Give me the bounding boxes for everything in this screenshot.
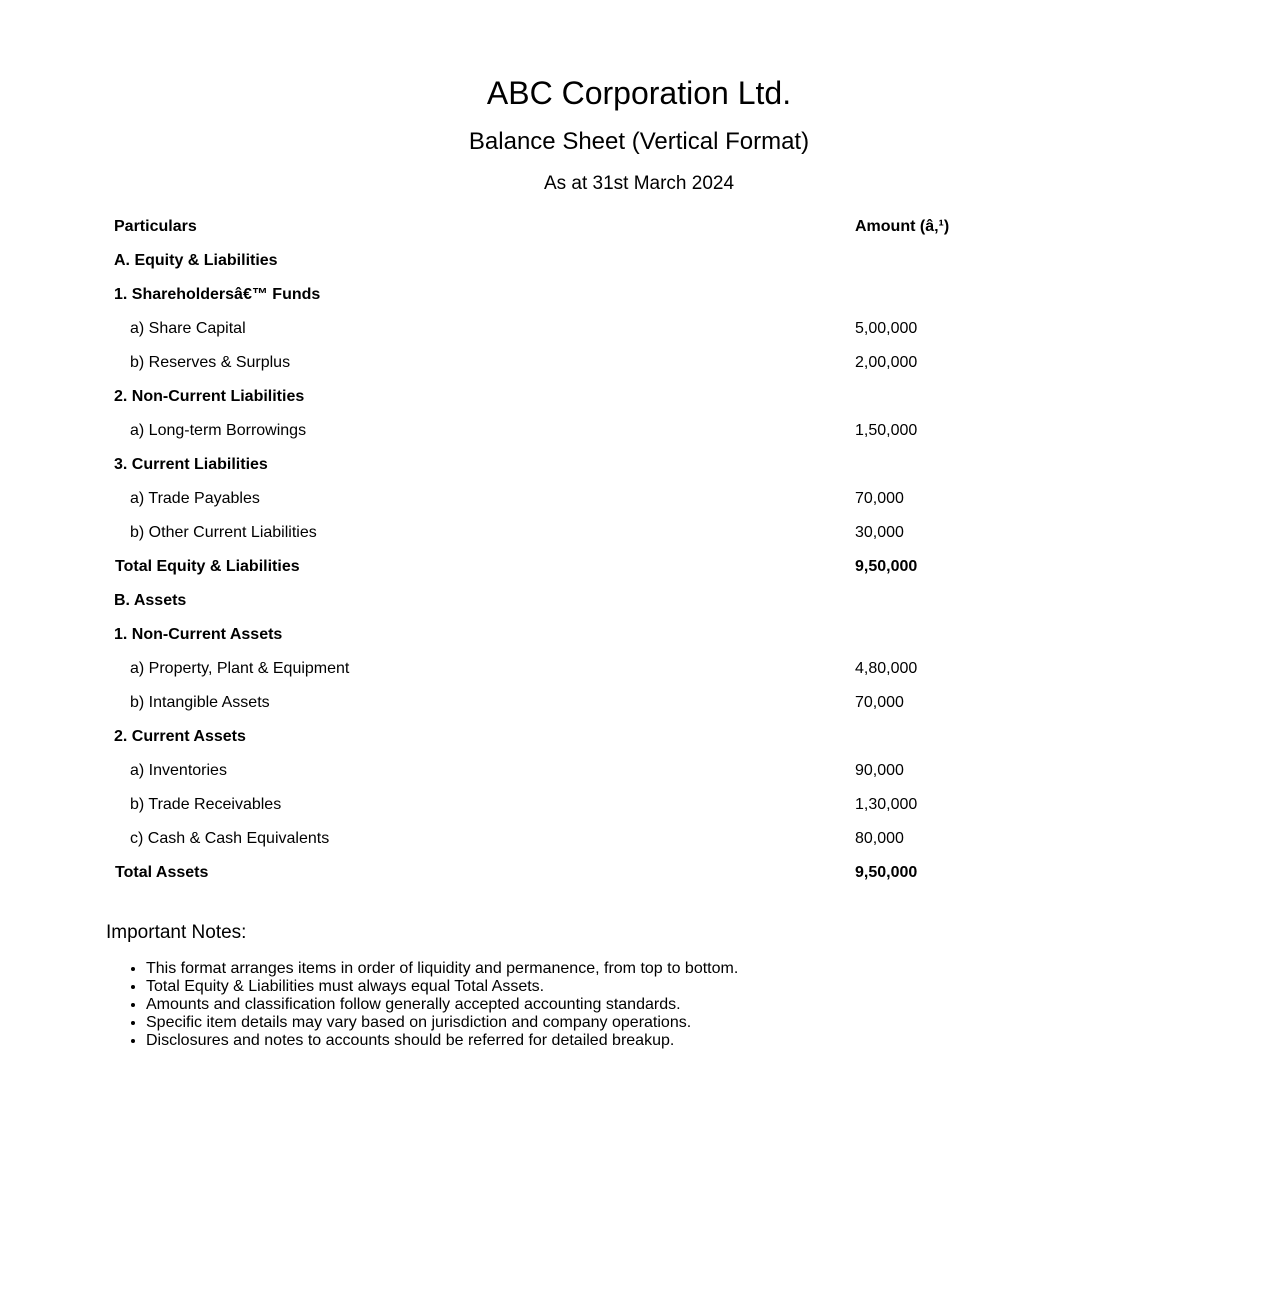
row-label: a) Share Capital [130, 320, 246, 337]
row-label: B. Assets [114, 592, 187, 609]
row-amount: 80,000 [855, 830, 904, 847]
table-row [106, 346, 1172, 380]
row-label: a) Trade Payables [130, 490, 260, 507]
row-label: A. Equity & Liabilities [114, 252, 278, 269]
table-header-row [106, 210, 1172, 244]
row-label: 3. Current Liabilities [114, 456, 268, 473]
row-amount: 70,000 [855, 490, 904, 507]
row-label: 1. Shareholdersâ€™ Funds [114, 286, 321, 303]
row-amount: 90,000 [855, 762, 904, 779]
table-row [106, 652, 1172, 686]
section-row [106, 278, 1172, 312]
section-row [106, 244, 1172, 278]
balance-sheet-table [106, 210, 1172, 890]
row-amount: 30,000 [855, 524, 904, 541]
table-row [106, 482, 1172, 516]
row-label: a) Inventories [130, 762, 227, 779]
statement-date: As at 31st March 2024 [543, 173, 735, 194]
table-row [106, 788, 1172, 822]
total-row [106, 856, 1172, 890]
row-amount: 70,000 [855, 694, 904, 711]
row-amount: 1,50,000 [855, 422, 918, 439]
company-name: ABC Corporation Ltd. [486, 75, 792, 111]
row-label: a) Property, Plant & Equipment [130, 660, 350, 677]
row-amount: 4,80,000 [855, 660, 918, 677]
row-label: a) Long-term Borrowings [130, 422, 307, 439]
row-label: b) Other Current Liabilities [130, 524, 317, 541]
table-row [106, 822, 1172, 856]
section-row [106, 380, 1172, 414]
document-subtitle: Balance Sheet (Vertical Format) [468, 128, 810, 155]
row-amount: 9,50,000 [855, 864, 918, 881]
row-label: 2. Non-Current Liabilities [114, 388, 305, 405]
row-label: b) Trade Receivables [130, 796, 282, 813]
section-row [106, 720, 1172, 754]
row-amount: 9,50,000 [855, 558, 918, 575]
row-label: b) Reserves & Surplus [130, 354, 291, 371]
row-amount: 1,30,000 [855, 796, 918, 813]
note-item: • This format arranges items in order of liquidity and permanence, from top to bottom. [146, 960, 738, 978]
particulars-header: Particulars [114, 218, 197, 235]
table-row [106, 754, 1172, 788]
note-item: • Total Equity & Liabilities must always equal Total Assets. [146, 978, 738, 996]
row-label: 2. Current Assets [114, 728, 246, 745]
row-amount: 2,00,000 [855, 354, 918, 371]
row-label: Total Assets [115, 864, 209, 881]
note-item: • Amounts and classification follow generally accepted accounting standards. [146, 996, 738, 1014]
table-row [106, 686, 1172, 720]
amount-header: Amount (â‚¹) [855, 218, 950, 235]
section-row [106, 448, 1172, 482]
table-body [106, 244, 1172, 890]
row-label: 1. Non-Current Assets [114, 626, 283, 643]
notes-title: Important Notes: [106, 922, 247, 943]
row-label: c) Cash & Cash Equivalents [130, 830, 330, 847]
table-row [106, 414, 1172, 448]
total-row [106, 550, 1172, 584]
section-row [106, 618, 1172, 652]
table-row [106, 516, 1172, 550]
note-item: • Disclosures and notes to accounts should be referred for detailed breakup. [146, 1032, 738, 1050]
row-label: Total Equity & Liabilities [115, 558, 300, 575]
row-label: b) Intangible Assets [130, 694, 270, 711]
table-row [106, 312, 1172, 346]
notes-list [106, 960, 738, 1050]
note-item: • Specific item details may vary based on jurisdiction and company operations. [146, 1014, 738, 1032]
row-amount: 5,00,000 [855, 320, 918, 337]
section-row [106, 584, 1172, 618]
